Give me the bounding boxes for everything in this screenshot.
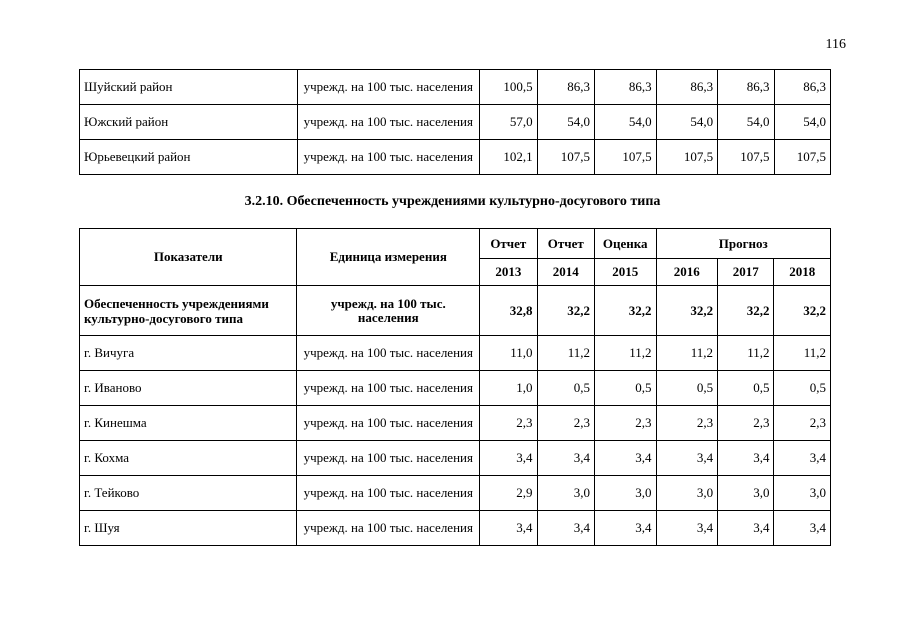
main-table-header (80, 229, 831, 286)
row-value: 3,0 (718, 476, 774, 511)
row-value: 32,8 (480, 286, 537, 336)
row-value: 107,5 (774, 140, 830, 175)
header-report-2014: Отчет (537, 229, 594, 259)
row-name: Южский район (80, 105, 298, 140)
row-value: 54,0 (537, 105, 594, 140)
main-table-body (80, 286, 831, 546)
row-value: 54,0 (595, 105, 657, 140)
row-value: 3,4 (718, 441, 774, 476)
row-value: 32,2 (594, 286, 656, 336)
row-name: Шуйский район (80, 70, 298, 105)
row-value: 102,1 (480, 140, 537, 175)
row-unit: учрежд. на 100 тыс. населения (297, 406, 480, 441)
header-forecast: Прогноз (656, 229, 830, 259)
row-value: 107,5 (656, 140, 718, 175)
row-value: 3,0 (537, 476, 594, 511)
row-value: 3,4 (480, 441, 537, 476)
header-estimate: Оценка (594, 229, 656, 259)
row-value: 3,0 (594, 476, 656, 511)
table-row (80, 105, 831, 140)
row-value: 11,2 (656, 336, 718, 371)
row-value: 11,0 (480, 336, 537, 371)
table-row (80, 140, 831, 175)
main-table (79, 228, 831, 546)
row-name: г. Кохма (80, 441, 297, 476)
row-value: 2,3 (656, 406, 718, 441)
row-value: 3,4 (594, 441, 656, 476)
row-value: 54,0 (718, 105, 774, 140)
row-value: 86,3 (774, 70, 830, 105)
row-value: 54,0 (774, 105, 830, 140)
row-value: 86,3 (656, 70, 718, 105)
row-value: 86,3 (537, 70, 594, 105)
row-value: 0,5 (774, 371, 831, 406)
row-value: 107,5 (537, 140, 594, 175)
header-year: 2016 (656, 259, 718, 286)
row-value: 2,3 (718, 406, 774, 441)
header-year: 2018 (774, 259, 831, 286)
row-name: г. Тейково (80, 476, 297, 511)
row-value: 32,2 (656, 286, 718, 336)
row-value: 0,5 (656, 371, 718, 406)
row-name: г. Иваново (80, 371, 297, 406)
row-value: 11,2 (718, 336, 774, 371)
row-name: Юрьевецкий район (80, 140, 298, 175)
table-row (80, 511, 831, 546)
row-unit: учрежд. на 100 тыс. населения (297, 140, 480, 175)
row-unit: учрежд. на 100 тыс. населения (297, 371, 480, 406)
row-value: 1,0 (480, 371, 537, 406)
row-value: 3,0 (656, 476, 718, 511)
row-value: 11,2 (774, 336, 831, 371)
row-unit: учрежд. на 100 тыс. населения (297, 476, 480, 511)
row-value: 11,2 (594, 336, 656, 371)
row-value: 54,0 (656, 105, 718, 140)
row-unit: учрежд. на 100 тыс. населения (297, 441, 480, 476)
row-value: 2,3 (537, 406, 594, 441)
header-year: 2017 (718, 259, 774, 286)
top-table-body (80, 70, 831, 175)
table-row (80, 441, 831, 476)
header-unit: Единица измерения (297, 229, 480, 286)
row-value: 3,4 (537, 441, 594, 476)
table-row (80, 336, 831, 371)
row-unit: учрежд. на 100 тыс. населения (297, 511, 480, 546)
row-value: 86,3 (595, 70, 657, 105)
header-year: 2015 (594, 259, 656, 286)
row-unit: учрежд. на 100 тыс. населения (297, 336, 480, 371)
row-name: г. Кинешма (80, 406, 297, 441)
page-number: 116 (825, 37, 846, 52)
row-value: 107,5 (595, 140, 657, 175)
section-title: 3.2.10. Обеспеченность учреждениями культурно-досугового типа (244, 194, 661, 209)
row-value: 100,5 (480, 70, 537, 105)
row-name: г. Вичуга (80, 336, 297, 371)
row-unit: учрежд. на 100 тыс. населения (297, 105, 480, 140)
row-value: 86,3 (718, 70, 774, 105)
row-value: 2,3 (594, 406, 656, 441)
table-row (80, 476, 831, 511)
total-row (80, 286, 831, 336)
table-row (80, 70, 831, 105)
top-table (79, 69, 831, 175)
row-value: 3,4 (718, 511, 774, 546)
row-value: 0,5 (537, 371, 594, 406)
row-value: 0,5 (594, 371, 656, 406)
row-value: 3,4 (480, 511, 537, 546)
table-row (80, 406, 831, 441)
row-value: 107,5 (718, 140, 774, 175)
row-value: 3,4 (774, 511, 831, 546)
row-value: 57,0 (480, 105, 537, 140)
table-row (80, 371, 831, 406)
row-value: 32,2 (774, 286, 831, 336)
row-value: 2,9 (480, 476, 537, 511)
row-value: 3,4 (656, 441, 718, 476)
header-year: 2013 (480, 259, 537, 286)
row-name: Обеспеченность учреждениями культурно-досугового типа (80, 286, 297, 336)
row-value: 3,4 (656, 511, 718, 546)
row-value: 3,4 (594, 511, 656, 546)
row-value: 2,3 (774, 406, 831, 441)
row-value: 2,3 (480, 406, 537, 441)
row-value: 11,2 (537, 336, 594, 371)
header-year: 2014 (537, 259, 594, 286)
row-value: 3,0 (774, 476, 831, 511)
row-value: 0,5 (718, 371, 774, 406)
row-unit: учрежд. на 100 тыс. населения (297, 286, 480, 336)
row-value: 32,2 (537, 286, 594, 336)
header-indicator: Показатели (80, 229, 297, 286)
row-unit: учрежд. на 100 тыс. населения (297, 70, 480, 105)
header-report-2013: Отчет (480, 229, 537, 259)
row-name: г. Шуя (80, 511, 297, 546)
row-value: 3,4 (537, 511, 594, 546)
row-value: 32,2 (718, 286, 774, 336)
row-value: 3,4 (774, 441, 831, 476)
